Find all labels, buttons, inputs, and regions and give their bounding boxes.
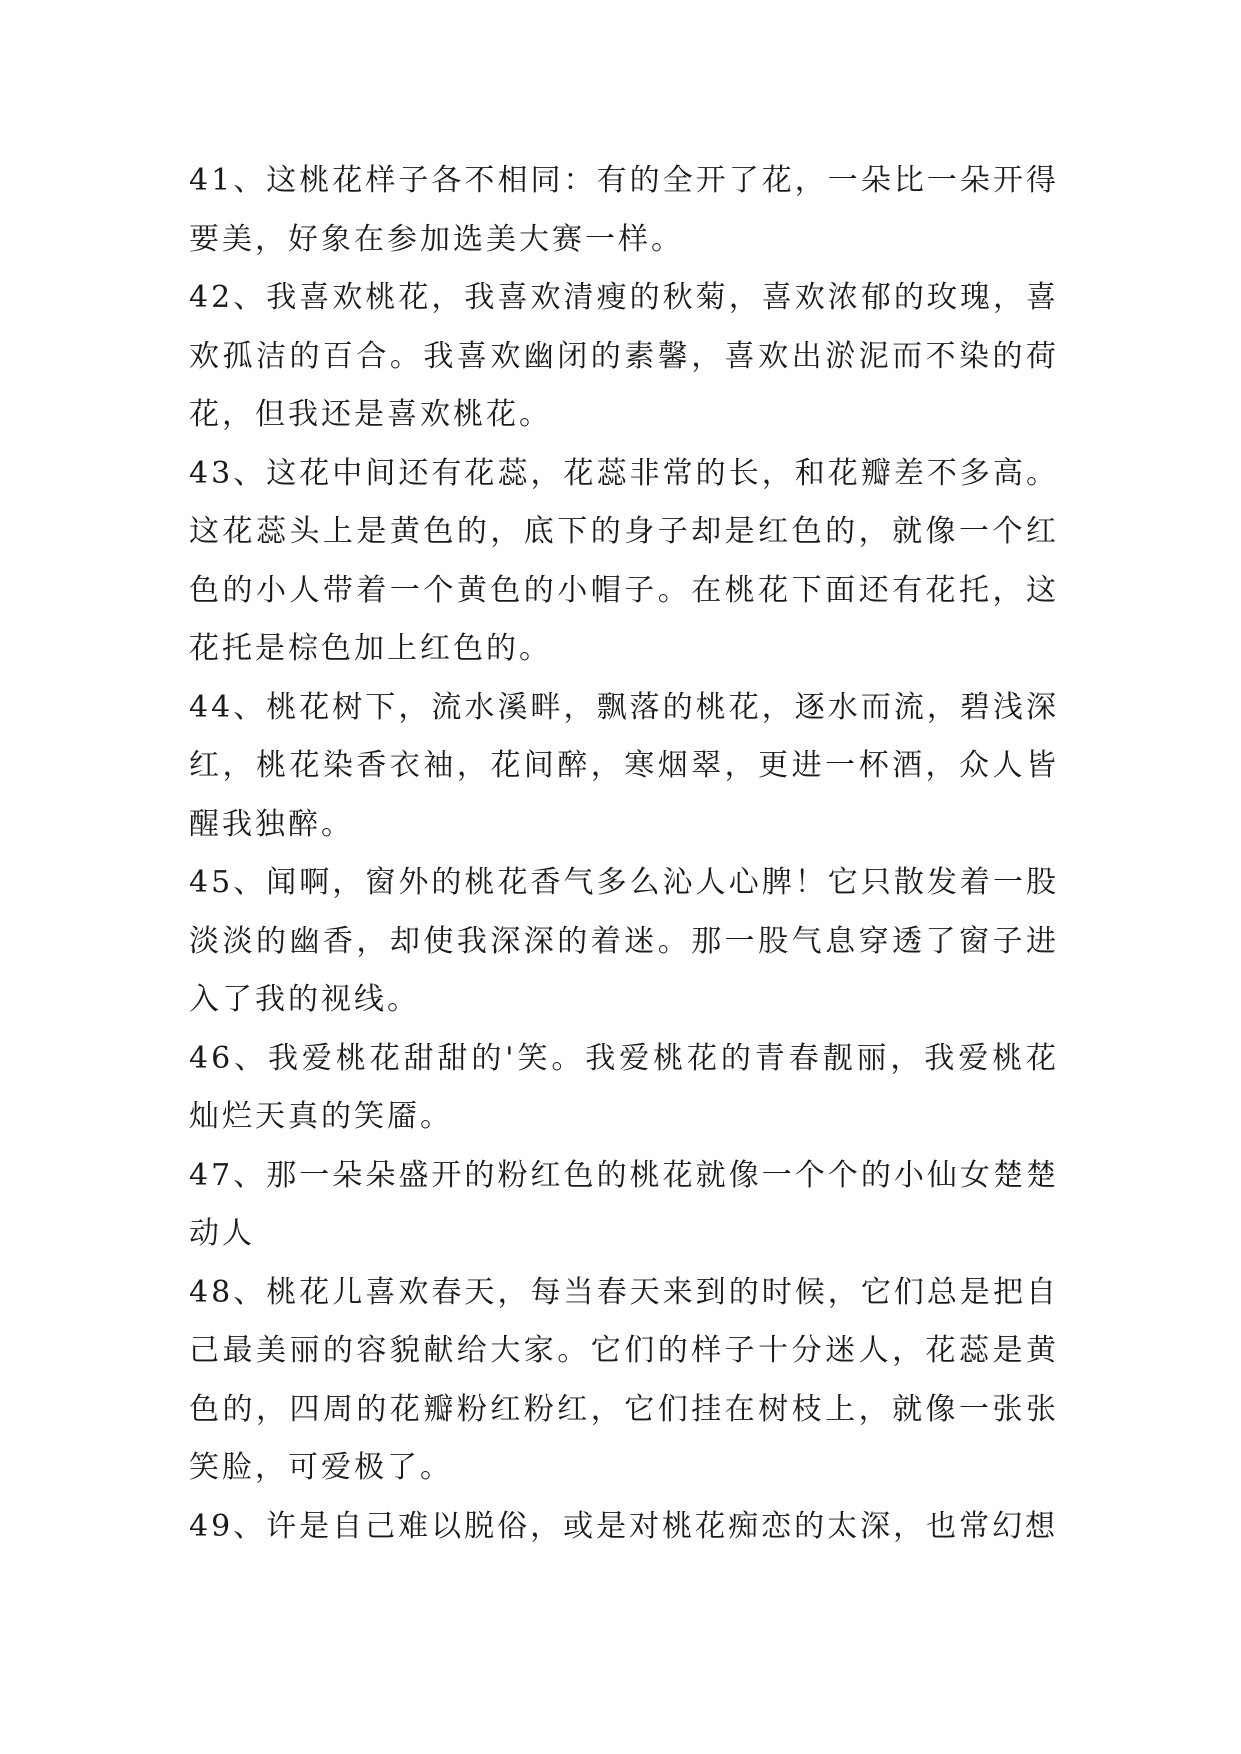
paragraph-42: 42、我喜欢桃花，我喜欢清瘦的秋菊，喜欢浓郁的玫瑰，喜欢孤洁的百合。我喜欢幽闭的素馨，喜欢出淤泥而不染的荷花，但我还是喜欢桃花。 — [189, 280, 1059, 432]
paragraph-41: 41、这桃花样子各不相同：有的全开了花，一朵比一朵开得要美，好象在参加选美大赛一样。 — [189, 163, 1059, 257]
paragraph-45: 45、闻啊，窗外的桃花香气多么沁人心脾！它只散发着一股淡淡的幽香，却使我深深的着迷。那一股气息穿透了窗子进入了我的视线。 — [189, 865, 1059, 1017]
paragraph-46: 46、我爱桃花甜甜的'笑。我爱桃花的青春靓丽，我爱桃花灿烂天真的笑靥。 — [189, 1040, 1059, 1134]
paragraph-49: 49、许是自己难以脱俗，或是对桃花痴恋的太深，也常幻想 — [189, 1508, 1059, 1544]
paragraph-44: 44、桃花树下，流水溪畔，飘落的桃花，逐水而流，碧浅深红，桃花染香衣袖，花间醉，寒烟翠，更进一杯酒，众人皆醒我独醉。 — [189, 689, 1059, 842]
paragraph-48: 48、桃花儿喜欢春天，每当春天来到的时候，它们总是把自己最美丽的容貌献给大家。它们的样子十分迷人，花蕊是黄色的，四周的花瓣粉红粉红，它们挂在树枝上，就像一张张笑脸，可爱极了。 — [189, 1274, 1059, 1485]
document-body — [189, 152, 1059, 1556]
paragraph-43: 43、这花中间还有花蕊，花蕊非常的长，和花瓣差不多高。这花蕊头上是黄色的，底下的身子却是红色的，就像一个红色的小人带着一个黄色的小帽子。在桃花下面还有花托，这花托是棕色加上红色的。 — [189, 455, 1059, 666]
paragraph-47: 47、那一朵朵盛开的粉红色的桃花就像一个个的小仙女楚楚动人 — [189, 1157, 1059, 1251]
